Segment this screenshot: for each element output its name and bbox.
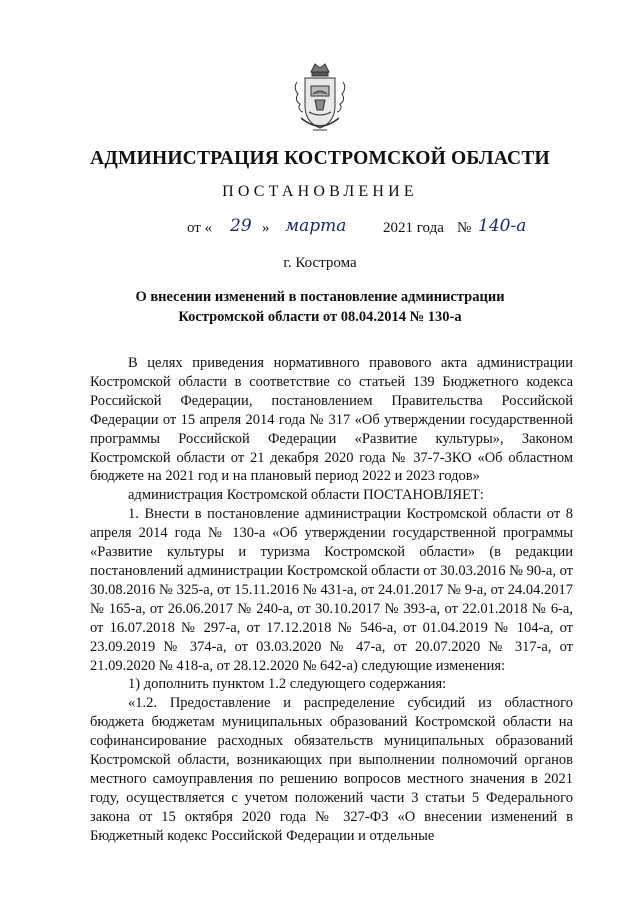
handwritten-number: 140-а <box>478 216 527 236</box>
number-sign: № <box>457 220 472 236</box>
subitem-1-paragraph: 1) дополнить пунктом 1.2 следующего содержания: <box>128 676 447 693</box>
date-year: 2021 года <box>383 220 444 236</box>
city-name: г. Кострома <box>283 255 357 271</box>
item-1-paragraph: 1. Внести в постановление администрации Костромской области от 8 апреля 2014 года № 130-а «Об утверждении государственной программы «Развитие культуры и туризма Костромской области» (в редакции постановлений администрации Костромской области от 30.03.2016 № 90-а, от 30.08.2016 № 325-а, от 15.11.2016 № 431-а, от 24.01.2017 № 9-а, от 24.04.2017 № 165-а, от 26.06.2017 № 240-а, от 30.10.2017 № 393-а, от 22.01.2018 № 6-а, от 16.07.2018 № 297-а, от 17.12.2018 № 546-а, от 01.04.2019 № 104-а, от 23.09.2019 № 374-а, от 03.03.2020 № 47-а, от 20.07.2020 № 317-а, от 21.09.2020 № 418-а, от 28.12.2020 № 642-а) следующие изменения: <box>90 506 573 674</box>
resolution-clause: администрация Костромской области ПОСТАНОВЛЯЕТ: <box>128 487 484 504</box>
date-prefix: от « <box>187 220 213 236</box>
date-number-line <box>187 216 567 244</box>
preamble-paragraph: В целях приведения нормативного правового акта администрации Костромской области в соответствие со статьей 139 Бюджетного кодекса Российской Федерации, постановлением Правительства Российской Федерации от 15 апреля 2014 года № 317 «Об утверждении государственной программы Российской Федерации «Развитие культуры», Законом Костромской области от 21 декабря 2020 года № 37-7-ЗКО «Об областном бюджете на 2021 год и на плановый период 2022 и 2023 годов» <box>90 355 573 485</box>
handwritten-day: 29 <box>230 216 252 236</box>
document-type: ПОСТАНОВЛЕНИЕ <box>222 183 418 200</box>
subject-line-1: О внесении изменений в постановление администрации <box>135 289 505 305</box>
organization-title: АДМИНИСТРАЦИЯ КОСТРОМСКОЙ ОБЛАСТИ <box>90 148 550 169</box>
handwritten-month: марта <box>285 216 347 236</box>
document-subject <box>0 287 640 327</box>
subject-line-2: Костромской области от 08.04.2014 № 130-а <box>178 309 462 325</box>
date-day-close: » <box>262 220 270 236</box>
kostroma-coat-of-arms-icon <box>289 58 351 138</box>
point-1-2-paragraph: «1.2. Предоставление и распределение субсидий из областного бюджета бюджетам муниципальных образований Костромской области на софинансирование расходных обязательств муниципальных образований Костромской области, возникающих при выполнении полномочий органов местного самоуправления по решению вопросов местного значения в 2021 году, осуществляется с учетом положений части 3 статьи 5 Федерального закона от 15 октября 2020 года № 327-ФЗ «О внесении изменений в Бюджетный кодекс Российской Федерации и отдельные <box>90 695 573 844</box>
document-body <box>90 354 573 846</box>
